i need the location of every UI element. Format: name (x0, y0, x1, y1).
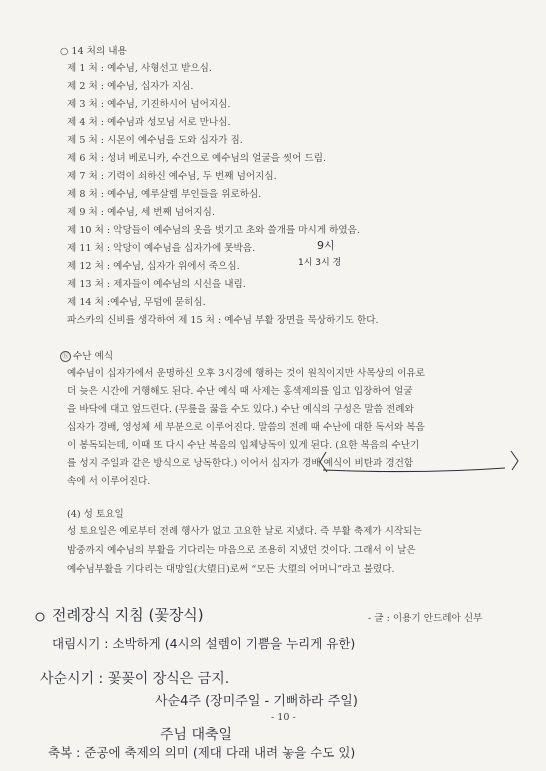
paragraph-line: 예수님부활을 기다리는 대망일(大望日)로써 “모든 大望의 어머니”라고 불렸다. (67, 564, 395, 575)
paragraph-line: 예수님이 십자가에서 운명하신 오후 3시경에 행하는 것이 원칙이지만 사목상의 이유로 (67, 368, 425, 379)
station-line: 제 10 처 : 악당들이 예수님의 옷을 벗기고 초와 쓸개를 마시게 하였음. (67, 225, 360, 236)
passion-heading (60, 350, 113, 364)
station-line: 제 3 처 : 예수님, 기진하시어 넘어지심. (67, 99, 231, 110)
station-line: 제 13 처 : 제자들이 예수님의 시신을 내림. (67, 279, 246, 290)
paragraph-line: 성 토요일은 예로부터 전례 행사가 없고 고요한 날로 지냈다. 즉 부활 축제가 시작되는 (67, 526, 422, 537)
station-line: 제 5 처 : 시몬이 예수님을 도와 십자가 짐. (67, 135, 243, 146)
bullet-circle-mark (36, 613, 44, 621)
handwritten-line: 사순시기 : 꽃꽂이 장식은 금지. (40, 671, 230, 687)
bracket-right-mark (511, 451, 518, 470)
handwritten-line: 전례장식 지침 (꽃장식) (52, 606, 204, 624)
paragraph-line: 십자가 경배, 영성체 세 부분으로 이루어진다. 말씀의 전례 때 수난에 대한 독서와 복음 (67, 422, 425, 433)
paragraph-line: 를 성지 주일과 같은 방식으로 낭독한다.) 이어서 십자가 경배 예식이 비탄과 경건함 (67, 458, 414, 469)
handwritten-note: 9시 (317, 239, 335, 252)
station-line: 제 9 처 : 예수님, 세 번째 넘어지심. (67, 207, 215, 218)
section-number-badge: ⓑ (60, 351, 71, 362)
station-line: 제 12 처 : 예수님, 십자가 위에서 죽으심. (67, 261, 240, 272)
handwritten-note: 1시 3시 경 (298, 258, 342, 268)
station-line: 제 4 처 : 예수님과 성모님 서로 만나심. (67, 117, 231, 128)
source-credit: - 글 : 이용기 안드레아 신부 (368, 613, 483, 624)
holy-saturday-heading: (4) 성 토요일 (67, 509, 124, 520)
station-line: 제 7 처 : 기력이 쇠하신 예수님, 두 번째 넘어지심. (67, 171, 277, 182)
station-line: 제 11 처 : 악당이 예수님을 십자가에 못박음. (67, 243, 256, 254)
paragraph-line: 더 늦은 시간에 거행해도 된다. 수난 예식 때 사제는 홍색제의를 입고 입장하여 얼굴 (67, 386, 413, 397)
page-number: - 10 - (271, 712, 296, 723)
paragraph-line: 밤중까지 예수님의 부활을 기다리는 마음으로 조용히 지냈던 것이다. 그래서 이 날은 (67, 545, 416, 556)
handwritten-line: 주님 대축일 (160, 727, 233, 743)
handwritten-line: 대림시기 : 소박하게 (4시의 설렘이 기쁨을 누리게 유한) (52, 636, 356, 651)
station-line: 제 6 처 : 성녀 베로니카, 수건으로 예수님의 얼굴을 씻어 드림. (67, 153, 327, 164)
stations-heading: ○ 14 처의 내용 (60, 46, 127, 57)
station-line: 제 2 처 : 예수님, 십자가 지심. (67, 81, 194, 92)
paragraph-line: 속에 서 이루어진다. (67, 476, 151, 487)
paragraph-line: 이 봉독되는데, 이때 또 다시 수난 복음의 입체낭독이 있게 된다. (요한 복음의 수난기 (67, 440, 420, 451)
station-line: 제 14 처 :예수님, 무덤에 묻히심. (67, 297, 206, 308)
handwritten-line: 사순4주 (장미주일 - 기뻐하라 주일) (155, 694, 358, 709)
pascal-note: 파스카의 신비를 생각하여 제 15 처 : 예수님 부활 장면을 묵상하기도 한다. (67, 315, 379, 326)
station-line: 제 8 처 : 예수님, 예루살렘 부인들을 위로하심. (67, 189, 262, 200)
passion-title: 수난 예식 (73, 351, 114, 362)
station-line: 제 1 처 : 예수님, 사형선고 받으심. (67, 63, 212, 74)
paragraph-line: 을 바닥에 대고 엎드린다. (무릎을 꿇을 수도 있다.) 수난 예식의 구성은 말씀 전례와 (67, 404, 414, 415)
handwritten-line: 축복 : 준공에 축제의 의미 (제대 다래 내려 놓을 수도 있) (48, 745, 356, 760)
